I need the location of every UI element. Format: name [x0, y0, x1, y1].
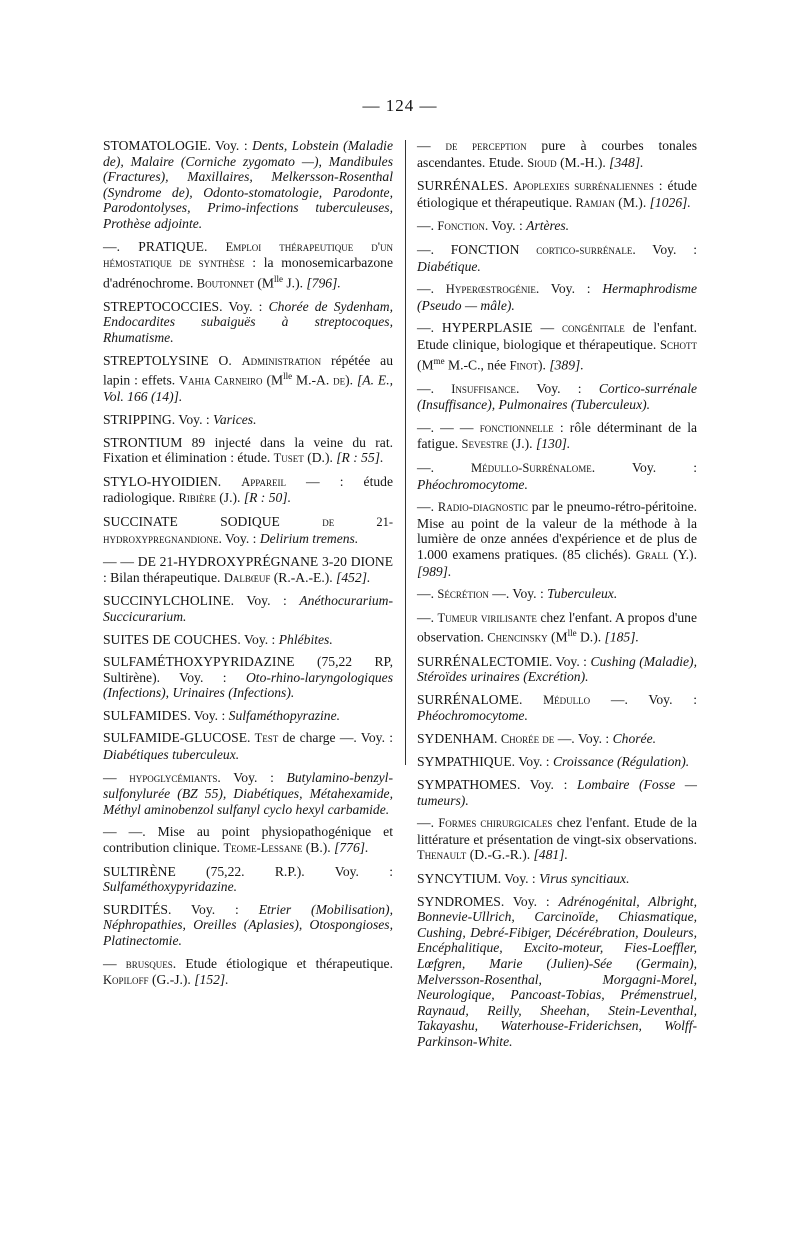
entry-text: Phlébites. [278, 631, 333, 647]
entry-text: Formes chirurgicales [438, 816, 553, 831]
page-number: — 124 — [362, 96, 438, 115]
entry-text: — : étude radiologique. [103, 473, 393, 506]
entry-text: SULFAMIDES. Voy. : [103, 707, 229, 723]
index-entry [103, 654, 393, 701]
entry-text: SUCCINATE SODIQUE [103, 513, 323, 529]
entry-text: SURRÉNALES. [417, 178, 514, 194]
entry-text: Sevestre [461, 437, 508, 452]
entry-text: [R : 55]. [336, 450, 384, 466]
entry-text: Voy. : [215, 138, 253, 153]
index-entry [103, 956, 393, 989]
entry-text: Phéochromocytome. [417, 476, 528, 492]
entry-text: —. [417, 380, 452, 396]
entry-text: STOMATOLOGIE. [103, 138, 216, 153]
entry-text: (M [253, 275, 274, 291]
entry-text: Apoplexies surrénaliennes [513, 179, 654, 194]
entry-text: Cushing (Maladie), Stéroïdes urinaires (Excrétion). [417, 653, 697, 685]
entry-text: Tumeur virilisante [437, 610, 537, 625]
index-entry [103, 239, 393, 292]
index-entry [103, 412, 393, 428]
index-entry [417, 218, 697, 235]
index-entry [417, 178, 697, 211]
index-entry [103, 554, 393, 586]
entry-text: STYLO-HYOIDIEN. [103, 473, 242, 489]
column-divider [405, 140, 406, 765]
index-entry [417, 138, 697, 171]
index-entry [103, 708, 393, 724]
entry-text: Phéochromocytome. [417, 708, 528, 724]
entry-text: lle [283, 371, 293, 382]
index-entry [417, 871, 697, 887]
index-column-left [103, 138, 393, 996]
entry-text: [796]. [306, 275, 341, 291]
entry-text: répétée au lapin : effets. [103, 352, 393, 388]
entry-text: Lombaire (Fosse — tumeurs). [417, 777, 697, 808]
entry-text: —. Voy. : [590, 691, 697, 707]
entry-text: [130]. [535, 436, 571, 452]
entry-text: Kopiloff [103, 973, 149, 988]
entry-text: de l'enfant. Etude clinique, biologique et thérapeutique. [417, 320, 697, 352]
entry-text: chez l'enfant. A propos d'une observation. [417, 609, 697, 645]
entry-text: de charge —. Voy. : [278, 730, 393, 746]
entry-text: brusques [125, 956, 173, 971]
entry-text: Médullo [543, 692, 591, 707]
index-entry [417, 320, 697, 373]
entry-text: — [103, 955, 126, 971]
entry-text: Chorée de Sydenham, Endocardites subaiguës à streptocoques, Rhumatisme. [103, 298, 393, 346]
entry-text: [348]. [609, 154, 644, 170]
entry-text: SULFAMÉTHOXYPYRIDAZINE (75,22 RP, Sultirène). Voy. : [103, 654, 393, 685]
entry-text: : la monosemicarbazone d'adrénochrome. [103, 255, 393, 291]
entry-text: . Voy. : [217, 769, 287, 785]
entry-text: lle [567, 628, 577, 639]
entry-text: —. [417, 586, 438, 602]
entry-text: (D.). [303, 450, 337, 466]
entry-text: Cortico-surrénale (Insuffisance), Pulmonaires (Tuberculeux). [417, 380, 697, 413]
entry-text: (M [417, 357, 434, 373]
entry-text: par le pneumo-rétro-péritoine. Mise au point de la valeur de la méthode à la lumière de onze années d'expérience et de plus de 1.000 examens pratiques. (85 clichés). [417, 499, 698, 562]
entry-text: (D.-G.-R.). [466, 847, 534, 863]
entry-text: Dalbœuf [223, 570, 271, 585]
entry-text: Sioud [527, 155, 557, 170]
entry-text: SULTIRÈNE (75,22. R.P.). Voy. : [103, 863, 393, 879]
entry-text: chez l'enfant. Etude de la littérature et présentation de vingt-six observations. [417, 815, 698, 847]
entry-text: (G.-J.). [148, 972, 195, 988]
entry-text: [R : 50]. [243, 490, 292, 506]
entry-text: — —. Mise au point physiopathogénique et contribution clinique. [103, 824, 393, 856]
index-entry [417, 610, 697, 647]
entry-text: (J.). [508, 436, 536, 452]
entry-text: Emploi thérapeutique d'un hémostatique de synthèse [103, 239, 393, 271]
index-entry [103, 730, 393, 762]
entry-text: . Voy. : [632, 241, 697, 257]
entry-text: Diabétique. [417, 258, 481, 274]
entry-text: [989]. [417, 563, 452, 579]
entry-text: D.). [576, 629, 605, 645]
entry-text: me [433, 355, 445, 366]
index-entry [103, 864, 393, 895]
entry-text: —. [417, 218, 438, 234]
entry-text: SUCCINYLCHOLINE. Voy. : [103, 593, 300, 609]
entry-text: SYMPATHOMES. Voy. : [417, 777, 578, 793]
entry-text: (R.-A.-E.). [270, 569, 337, 585]
entry-text: Delirium tremens. [259, 530, 359, 546]
entry-text: Adrénogénital, Albright, Bonnevie-Ullrich, Carcinoïde, Chiasmatique, Cushing, Debré-Fibiger, Décérébration, Douleurs, Encéphalitique, Excito-moteur, Fies-Loeffler, Lœfgren, Marie (Julien)-Sée (Germain), Melversson-Rosenthal, Morgagni-Morel, Neurologique, Pancoast-Tobias, Prémenstruel, Raynaud, Reilly, Sheehan, Stein-Leventhal, Takayashu, Waterhouse-Friderichsen, Wolff-Parkinson-White. [417, 893, 697, 1049]
entry-text: . Voy. : [515, 380, 599, 396]
entry-text: Artères. [526, 218, 570, 234]
entry-text: —. Voy. : [554, 730, 613, 746]
entry-text: de 21-hydroxypregnandione [103, 514, 393, 546]
index-entry [417, 499, 697, 579]
entry-text: Sulfaméthopyrazine. [228, 707, 341, 723]
entry-text: —. Voy. : [488, 586, 548, 602]
entry-text: (M [262, 372, 284, 388]
entry-text: Anéthocurarium-Succicurarium. [103, 593, 393, 624]
entry-text: [152]. [194, 972, 229, 988]
entry-text: fonctionnelle [479, 420, 554, 435]
entry-text: (M.). [614, 194, 650, 210]
entry-text: SYNCYTIUM. Voy. : [417, 871, 540, 887]
index-entry [103, 770, 393, 818]
entry-text: —. [417, 815, 439, 831]
entry-text: Médullo-Surrénalome [471, 461, 592, 476]
index-entry [103, 353, 393, 405]
entry-text: Sécrétion [437, 587, 489, 602]
index-entry [103, 138, 393, 232]
entry-text: J.). [282, 275, 307, 291]
entry-text: —. [417, 499, 438, 515]
entry-text: (B.). [302, 840, 335, 856]
index-entry [417, 586, 697, 603]
entry-text: Butylamino-benzyl-sulfonylurée (BZ 55), Diabétiques, Métahexamide, Méthyl aminobenzol sulfanyl cyclo hexyl carbamide. [103, 769, 393, 817]
entry-text: Vahia Carneiro [179, 373, 263, 388]
entry-text: Varices. [213, 411, 257, 427]
entry-text: : étude étiologique et thérapeutique. [417, 178, 697, 210]
entry-text: Grall [635, 548, 669, 562]
index-entry [103, 299, 393, 346]
index-entry [103, 435, 393, 467]
entry-text: [1026]. [649, 194, 691, 210]
entry-text: Dents, Lobstein (Maladie de), Malaire (Corniche zygomato —), Mandibules (Fractures), Maxillaires, Melkersson-Rosenthal (Syndrome de), Odonto-stomatologie, Parodonte, Parodontolyses, Primo-infections tuberculeuses, Prothèse adjointe. [103, 138, 393, 231]
entry-text: Radio-diagnostic [437, 500, 528, 515]
entry-text: M.-A. [292, 372, 334, 388]
entry-text: SYNDROMES. Voy. : [417, 893, 559, 909]
index-entry [103, 514, 393, 547]
entry-text: —. FONCTION [417, 241, 537, 257]
entry-text: (M [547, 629, 568, 645]
entry-text: STRIPPING. Voy. : [103, 411, 214, 427]
entry-text: SUITES DE COUCHES. Voy. : [103, 631, 279, 647]
entry-text: hypoglycémiants [129, 770, 218, 785]
index-entry [103, 902, 393, 949]
entry-text: cortico-surrénale [536, 242, 633, 257]
entry-text: Fonction [437, 219, 485, 234]
entry-text: Etrier (Mobilisation), Néphropathies, Oreilles (Aplasies), Otospongioses, Platinectomie. [103, 901, 393, 948]
entry-text: . Voy. : [591, 460, 697, 476]
entry-text: M.-C., née [444, 357, 510, 373]
entry-text: Chencinsky [487, 630, 548, 645]
entry-text: STRONTIUM 89 injecté dans la veine du rat. Fixation et élimination : étude. [103, 434, 393, 466]
entry-text: SULFAMIDE-GLUCOSE. [103, 730, 255, 746]
entry-text: Tuset [273, 451, 304, 466]
index-entry [417, 731, 697, 748]
entry-text: SYDENHAM. [417, 730, 501, 746]
entry-text: . Etude étiologique et thérapeutique. [172, 955, 393, 971]
entry-text: STREPTOLYSINE O. [103, 352, 242, 368]
index-entry [417, 815, 697, 864]
entry-text: —. PRATIQUE. [103, 238, 226, 254]
index-entry [417, 381, 697, 413]
entry-text: Administration [241, 353, 322, 368]
entry-text: SURDITÉS. Voy. : [103, 901, 259, 917]
entry-text: —. [417, 281, 446, 297]
entry-text: lle [273, 273, 283, 284]
index-entry [417, 281, 697, 313]
entry-text: Boutonnet [196, 276, 254, 291]
entry-text: Chorée de [500, 731, 555, 746]
entry-text: Ramjan [575, 195, 615, 210]
index-entry [417, 242, 697, 274]
entry-text: : rôle déterminant de la fatigue. [417, 419, 698, 452]
index-entry [103, 824, 393, 856]
entry-text: Thenault [417, 848, 467, 863]
entry-text: — [103, 769, 130, 785]
entry-text: de perception [445, 139, 527, 153]
index-entry [103, 593, 393, 624]
entry-text: [389]. [549, 357, 584, 373]
index-entry [103, 632, 393, 648]
entry-text: Croissance (Régulation). [552, 754, 690, 770]
entry-text: . Voy. : [484, 218, 527, 234]
entry-text: Diabétiques tuberculeux. [103, 747, 240, 763]
entry-text: STREPTOCOCCIES. Voy. : [103, 298, 269, 314]
entry-text: —. — — [417, 419, 480, 435]
entry-text: [452]. [336, 569, 371, 585]
entry-text: — [417, 138, 446, 153]
index-entry [417, 692, 697, 724]
entry-text: [185]. [604, 629, 639, 645]
entry-text: Teome-Lessane [223, 841, 303, 856]
index-entry [417, 420, 697, 453]
index-entry [417, 460, 697, 492]
index-column-right [417, 138, 697, 1057]
entry-text: Chorée. [612, 730, 657, 746]
entry-text: SURRÉNALECTOMIE. Voy. : [417, 653, 591, 669]
entry-text: [481]. [533, 847, 568, 863]
entry-text: Sulfaméthoxypyridazine. [103, 879, 238, 895]
entry-text: Schott [660, 337, 697, 352]
entry-text: Insuffisance [451, 381, 516, 396]
entry-text: de [333, 373, 346, 388]
entry-text: —. HYPERPLASIE — [417, 320, 562, 336]
entry-text: [A. E., Vol. 166 (14)]. [103, 372, 393, 405]
entry-text: Virus syncitiaux. [539, 871, 630, 887]
entry-text: Hermaphrodisme (Pseudo — mâle). [417, 281, 697, 313]
index-entry [417, 754, 697, 770]
entry-text: (J.). [215, 490, 244, 506]
entry-text: — — DE 21-HYDROXYPRÉGNANE 3-20 DIONE : Bilan thérapeutique. [103, 554, 393, 585]
entry-text: ). [345, 372, 357, 388]
entry-text: pure à courbes tonales ascendantes. Etude. [417, 138, 697, 170]
entry-text: Finot [509, 358, 539, 373]
entry-text: SURRÉNALOME. [417, 691, 544, 707]
entry-text: (Y.). [668, 547, 697, 562]
entry-text: [776]. [334, 840, 369, 856]
entry-text: SYMPATHIQUE. Voy. : [417, 754, 553, 770]
entry-text: —. [417, 460, 472, 476]
entry-text: (M.-H.). [556, 154, 610, 170]
entry-text: . Voy. : [535, 281, 603, 297]
index-entry [103, 474, 393, 507]
index-entry [417, 894, 697, 1050]
entry-text: Appareil [241, 474, 286, 489]
entry-text: Oto-rhino-laryngologiques (Infections), Urinaires (Infections). [103, 669, 393, 701]
entry-text: Ribière [178, 491, 216, 506]
entry-text: —. [417, 609, 438, 625]
entry-text: Tuberculeux. [547, 586, 618, 602]
entry-text: Test [254, 731, 279, 746]
index-entry [417, 654, 697, 685]
entry-text: . Voy. : [218, 530, 260, 546]
entry-text: congénitale [561, 321, 625, 336]
entry-text: Hyperœstrogénie [445, 282, 536, 297]
index-entry [417, 777, 697, 808]
entry-text: ). [538, 357, 550, 373]
